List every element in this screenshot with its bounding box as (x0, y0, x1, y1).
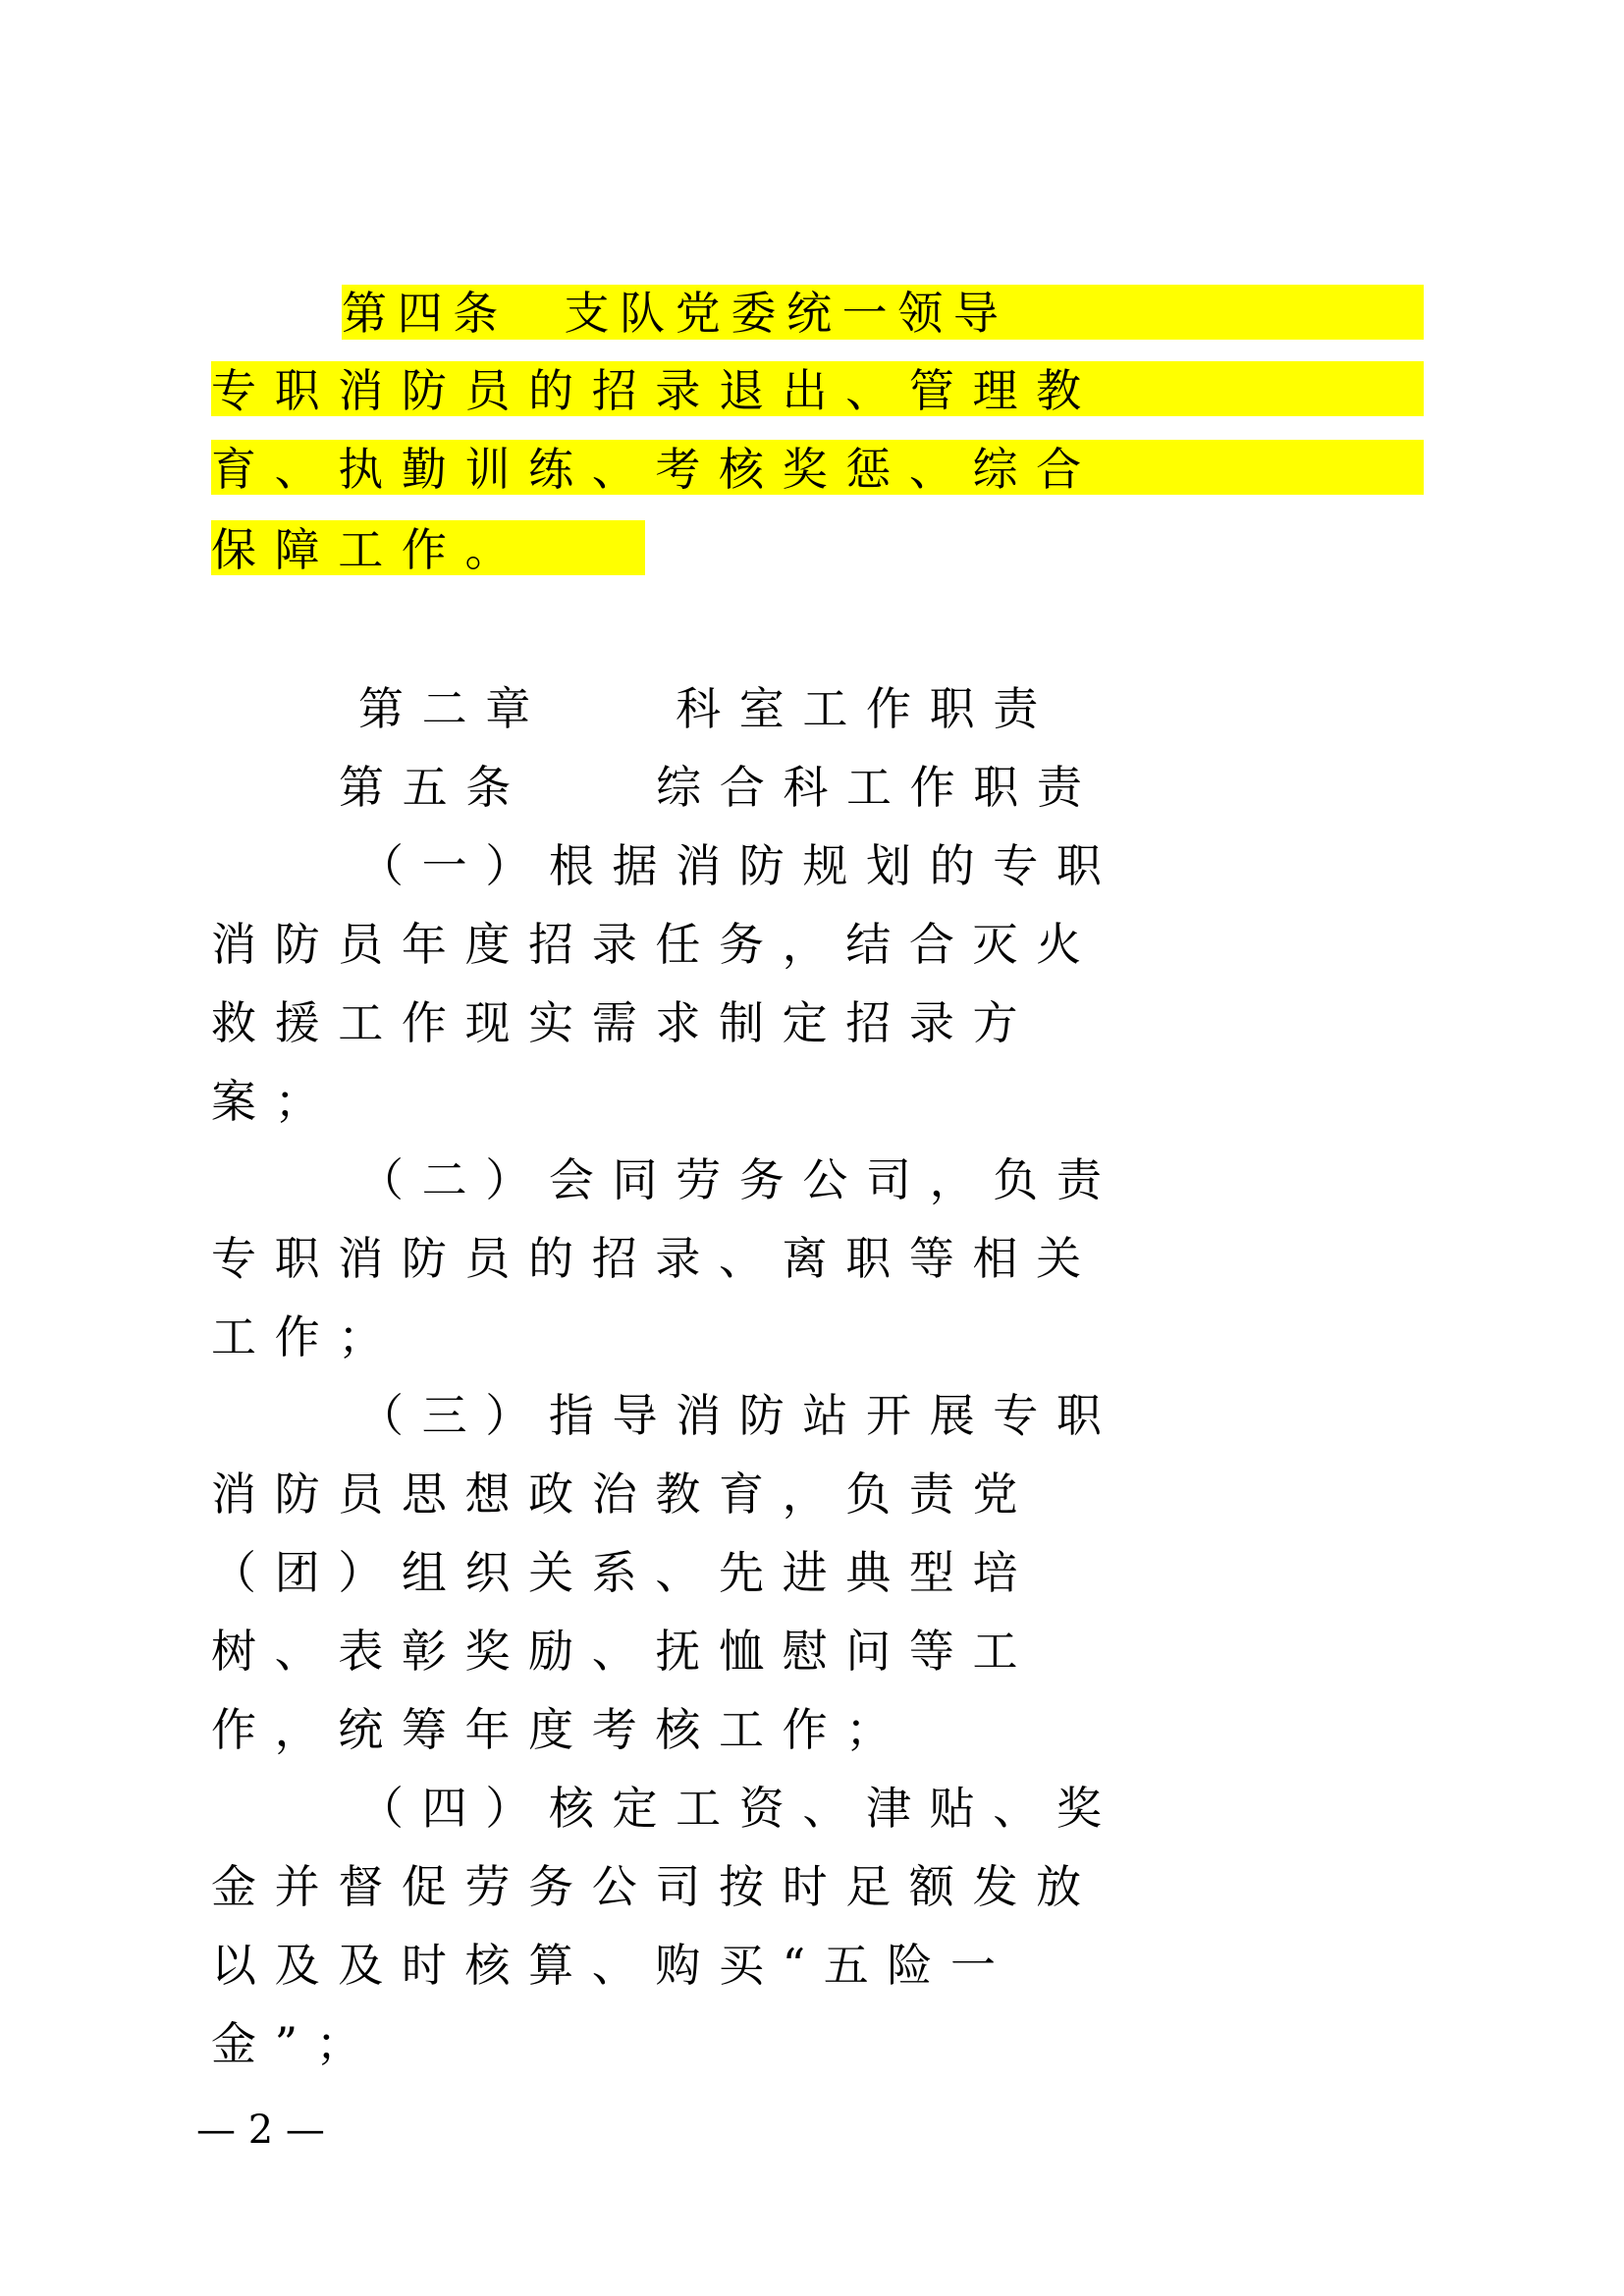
item1-line: 消 防 员 年 度 招 录 任 务 ， 结 合 灭 火 (211, 918, 1084, 971)
item3-line: 作 ， 统 筹 年 度 考 核 工 作 ； (211, 1703, 893, 1756)
item4-line: 金 并 督 促 劳 务 公 司 按 时 足 额 发 放 (211, 1860, 1084, 1913)
chapter-title: 第 二 章 科 室 工 作 职 责 (358, 682, 1041, 735)
item4-line: （ 四 ） 核 定 工 资 、 津 贴 、 奖 (358, 1782, 1104, 1835)
article4-line: 专 职 消 防 员 的 招 录 退 出 、 管 理 教 (211, 364, 1084, 417)
item3-line: 消 防 员 思 想 政 治 教 育 ， 负 责 党 (211, 1468, 1020, 1521)
item4-line: 金 ” ； (211, 2017, 363, 2070)
item3-line: （ 团 ） 组 织 关 系 、 先 进 典 型 培 (211, 1546, 1020, 1599)
item2-line: 专 职 消 防 员 的 招 录 、 离 职 等 相 关 (211, 1232, 1084, 1285)
item1-line: （ 一 ） 根 据 消 防 规 划 的 专 职 (358, 839, 1104, 892)
item2-line: 工 作 ； (211, 1310, 386, 1363)
item1-line: 救 援 工 作 现 实 需 求 制 定 招 录 方 (211, 996, 1020, 1049)
article4-line: 第 四 条 支 队 党 委 统 一 领 导 (342, 287, 997, 340)
item4-line: 以 及 及 时 核 算 、 购 买 “ 五 险 一 (211, 1939, 998, 1992)
item3-line: 树 、 表 彰 奖 励 、 抚 恤 慰 问 等 工 (211, 1625, 1020, 1678)
item2-line: （ 二 ） 会 同 劳 务 公 司 ， 负 责 (358, 1153, 1104, 1206)
page-number: — 2 — (196, 2108, 325, 2153)
article5-title: 第 五 条 综 合 科 工 作 职 责 (339, 761, 1084, 814)
item3-line: （ 三 ） 指 导 消 防 站 开 展 专 职 (358, 1389, 1104, 1442)
article4-line: 保 障 工 作 。 (211, 523, 513, 576)
item1-line: 案 ； (211, 1075, 322, 1128)
article4-line: 育 、 执 勤 训 练 、 考 核 奖 惩 、 综 合 (211, 443, 1084, 496)
